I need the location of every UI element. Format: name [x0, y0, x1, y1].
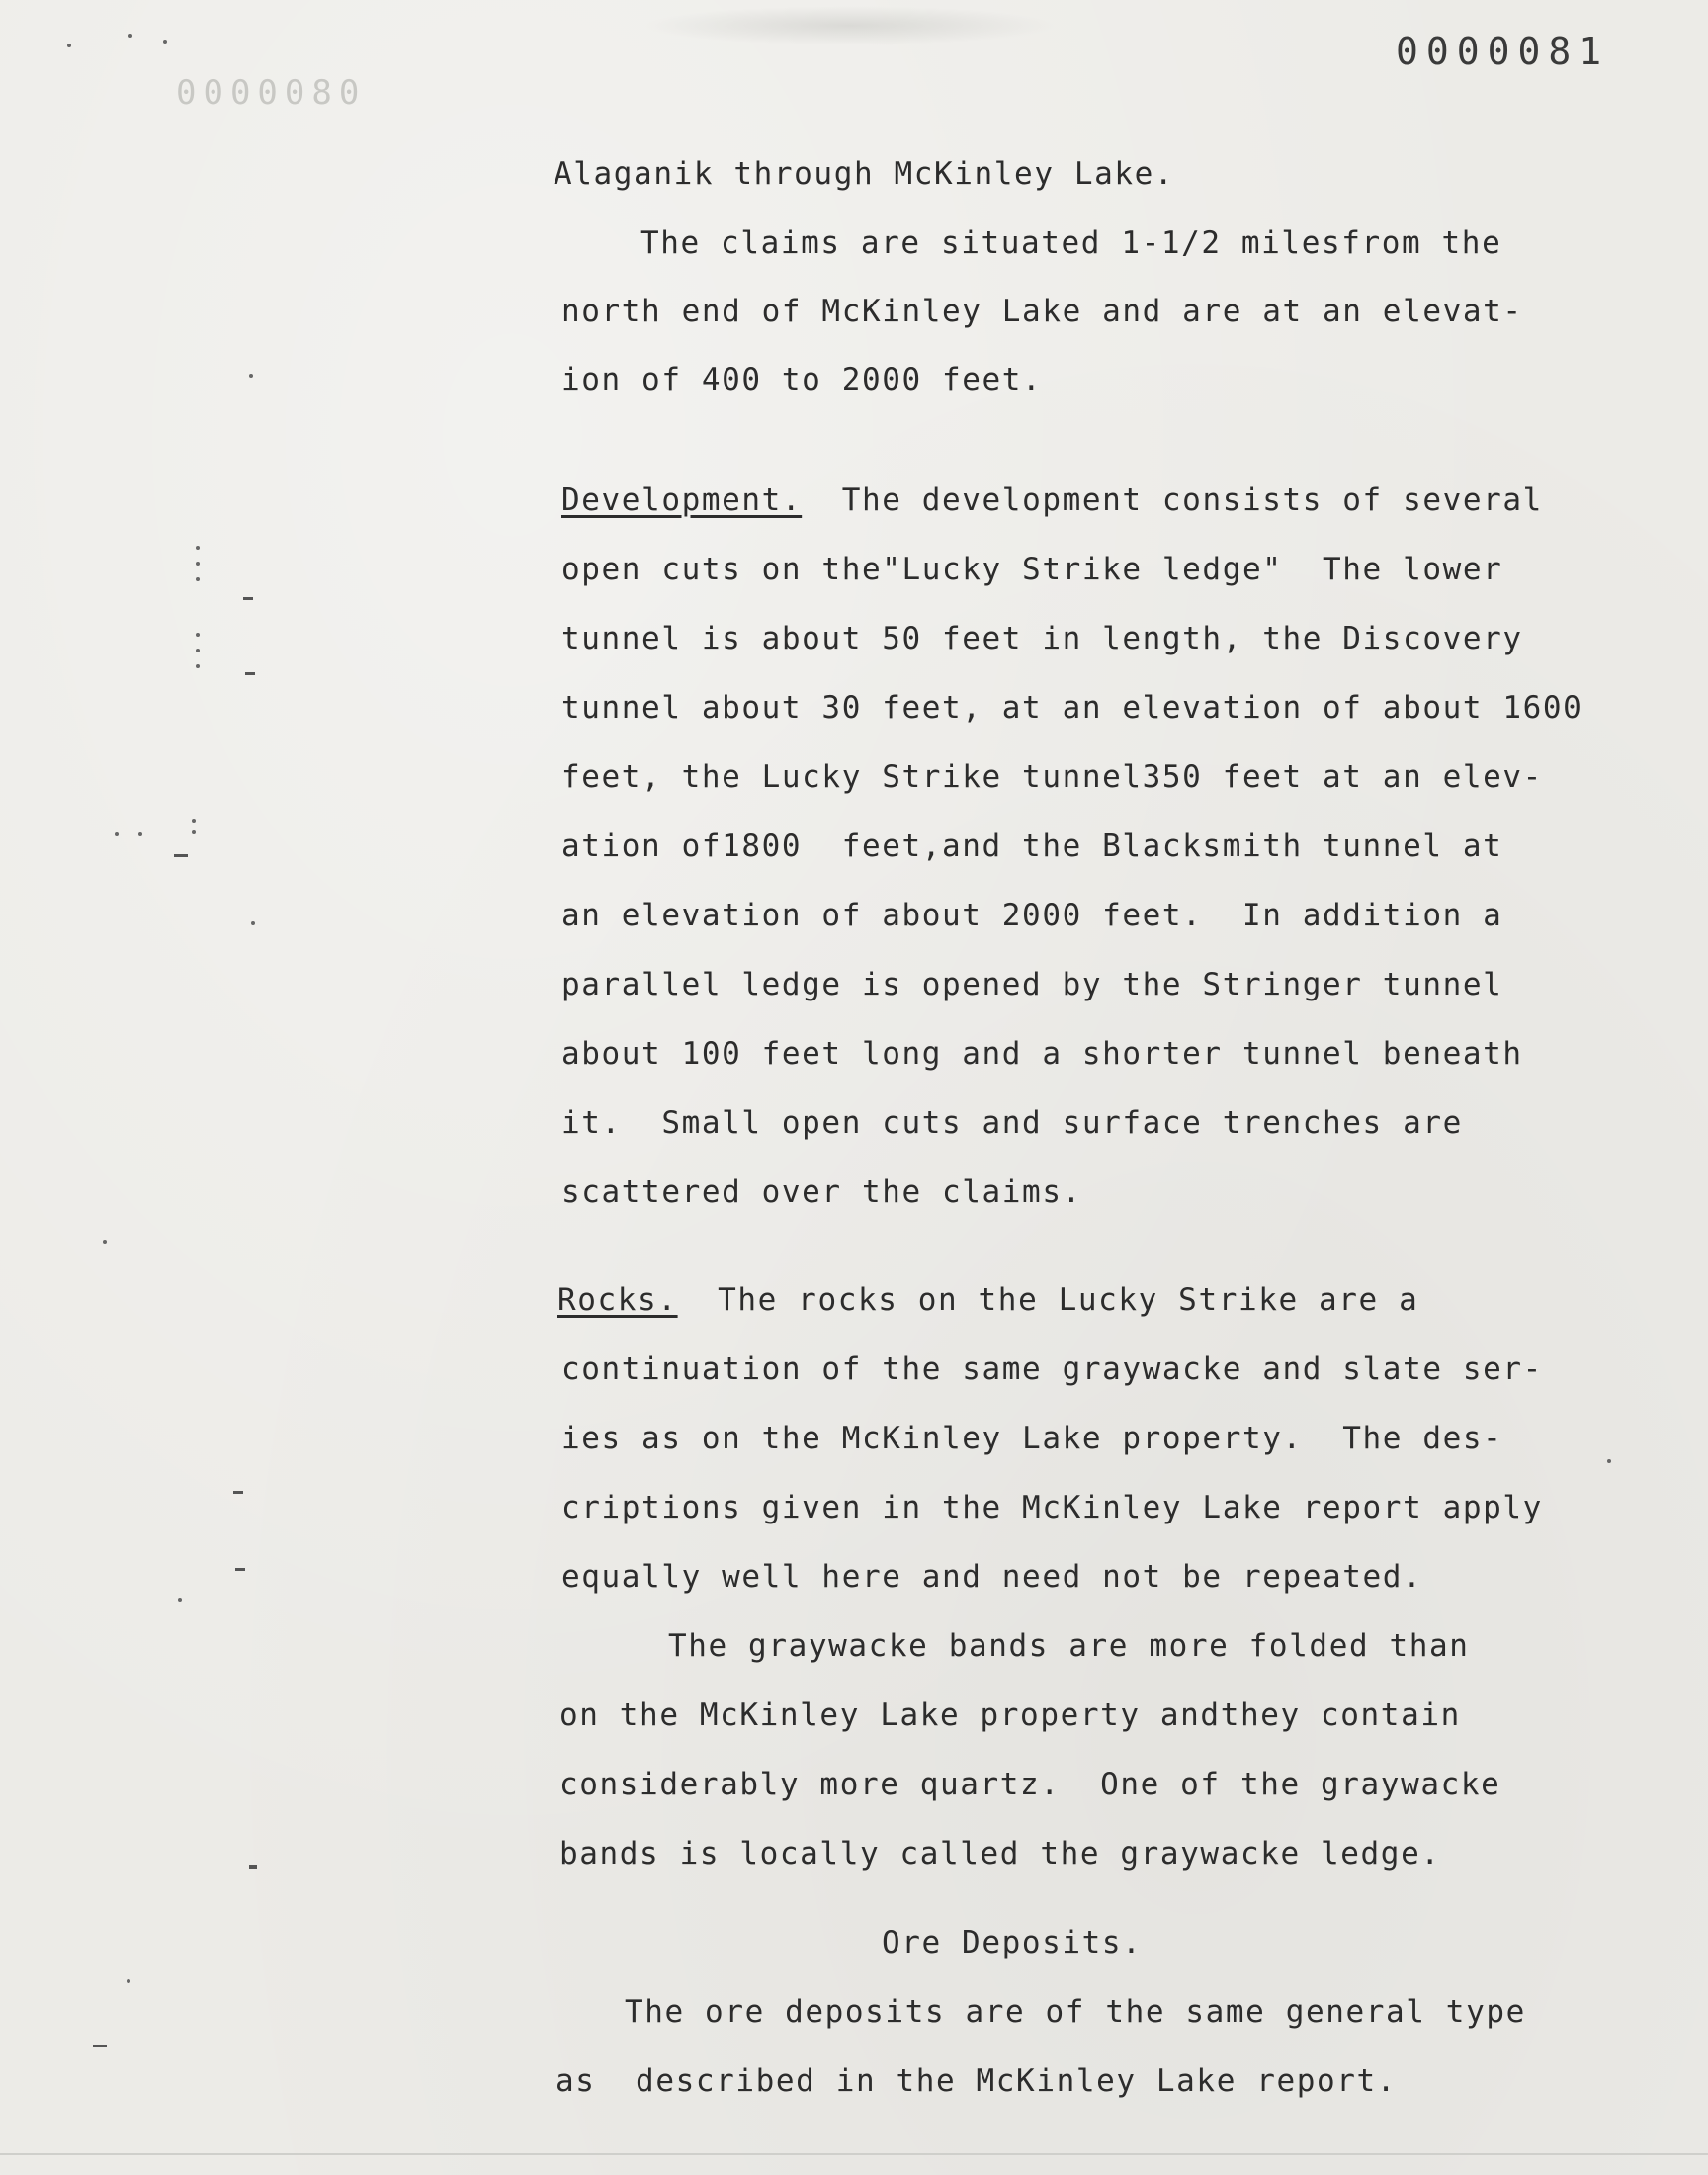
section-heading-rocks: Rocks. [557, 1282, 678, 1318]
text-line: an elevation of about 2000 feet. In addition a [561, 898, 1503, 933]
margin-dash [243, 597, 253, 600]
section-heading-development: Development. [561, 482, 803, 518]
text-line: ation of1800 feet,and the Blacksmith tunnel at [561, 828, 1503, 864]
bleed-through-page-number: 0000080 [176, 73, 367, 113]
text-line: bands is locally called the graywacke ledge. [559, 1836, 1441, 1871]
text-line: ion of 400 to 2000 feet. [561, 362, 1043, 397]
margin-dot [196, 562, 200, 566]
margin-dot [163, 40, 167, 44]
margin-dash [249, 1865, 257, 1869]
margin-dot [67, 44, 71, 47]
text-line: considerably more quartz. One of the graywacke [559, 1767, 1501, 1802]
text-line: scattered over the claims. [561, 1174, 1082, 1210]
margin-dot [249, 374, 253, 378]
text-line: Rocks. The rocks on the Lucky Strike are a [557, 1282, 1419, 1318]
margin-dot [178, 1598, 182, 1602]
text-line: tunnel about 30 feet, at an elevation of about 1600 [561, 690, 1583, 726]
margin-dash [235, 1568, 245, 1571]
margin-dot [115, 832, 119, 836]
margin-dot [1607, 1459, 1611, 1463]
text-line: The ore deposits are of the same general type [625, 1994, 1526, 2030]
margin-dot [192, 819, 196, 823]
margin-dot [127, 1979, 130, 1983]
text-line: parallel ledge is opened by the Stringer tunnel [561, 967, 1503, 1002]
text-line: Development. The development consists of several [561, 482, 1543, 518]
margin-dash [93, 2044, 107, 2047]
margin-dash [174, 854, 188, 857]
text-line: tunnel is about 50 feet in length, the Discovery [561, 621, 1523, 656]
text-line: as described in the McKinley Lake report. [555, 2063, 1398, 2099]
text-line: about 100 feet long and a shorter tunnel beneath [561, 1036, 1523, 1072]
text-line: feet, the Lucky Strike tunnel350 feet at an elev- [561, 759, 1543, 795]
heading-location: Alaganik through McKinley Lake. [554, 156, 1175, 192]
text-line: criptions given in the McKinley Lake report apply [561, 1490, 1543, 1525]
text-line: equally well here and need not be repeated. [561, 1559, 1423, 1595]
section-heading-ore-deposits: Ore Deposits. [882, 1925, 1143, 1960]
text-line: open cuts on the"Lucky Strike ledge" The lower [561, 552, 1503, 587]
text-line: it. Small open cuts and surface trenches are [561, 1105, 1463, 1141]
margin-dot [196, 649, 200, 652]
margin-dash [245, 672, 255, 675]
margin-dot [103, 1240, 107, 1244]
margin-dot [196, 633, 200, 637]
margin-dot [128, 34, 132, 38]
margin-dot [251, 921, 255, 925]
page-bottom-edge [0, 2153, 1708, 2155]
smudge [642, 6, 1058, 45]
text-line: north end of McKinley Lake and are at an elevat- [561, 294, 1523, 329]
text-line: The claims are situated 1-1/2 milesfrom the [640, 225, 1502, 261]
margin-dot [196, 577, 200, 581]
page-number: 0000081 [1396, 30, 1610, 73]
text-line: continuation of the same graywacke and slate ser- [561, 1351, 1543, 1387]
margin-dot [196, 664, 200, 668]
text-line: ies as on the McKinley Lake property. The des- [561, 1421, 1503, 1456]
margin-dot [138, 832, 142, 836]
margin-dash [233, 1491, 243, 1494]
margin-dot [196, 546, 200, 550]
margin-dot [192, 830, 196, 834]
text-line: The graywacke bands are more folded than [668, 1628, 1470, 1664]
text-line: on the McKinley Lake property andthey contain [559, 1697, 1461, 1733]
